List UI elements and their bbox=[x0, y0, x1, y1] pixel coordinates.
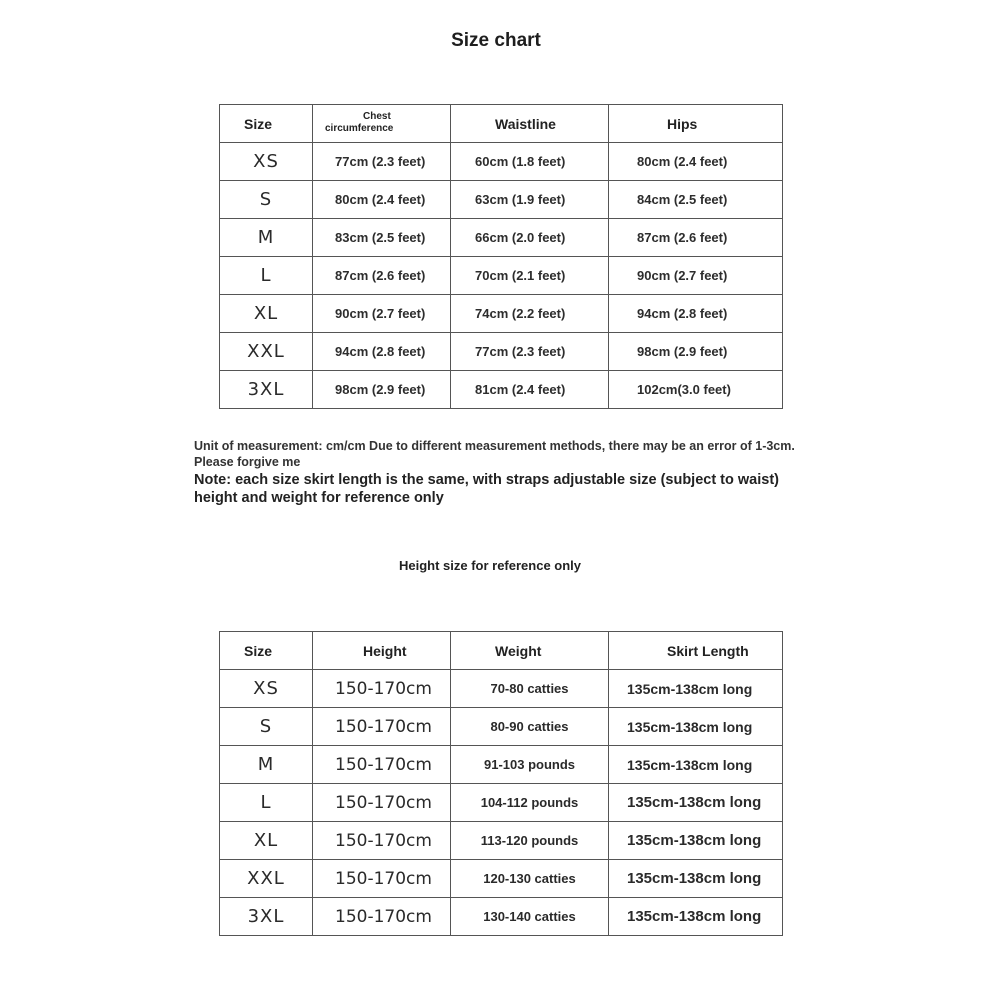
height-cell: 150-170cm bbox=[313, 708, 451, 746]
table-header-row bbox=[220, 105, 783, 143]
table-row bbox=[220, 784, 783, 822]
skirt-length-cell: 135cm-138cm long bbox=[609, 708, 783, 746]
chest-cell: 98cm (2.9 feet) bbox=[313, 371, 451, 409]
header-chest-line2: circumference bbox=[325, 123, 394, 134]
table-row bbox=[220, 860, 783, 898]
hips-cell: 90cm (2.7 feet) bbox=[609, 257, 783, 295]
chest-cell: 90cm (2.7 feet) bbox=[313, 295, 451, 333]
height-cell: 150-170cm bbox=[313, 784, 451, 822]
hips-cell: 84cm (2.5 feet) bbox=[609, 181, 783, 219]
skirt-length-cell: 135cm-138cm long bbox=[609, 746, 783, 784]
chest-cell: 77cm (2.3 feet) bbox=[313, 143, 451, 181]
chest-cell: 94cm (2.8 feet) bbox=[313, 333, 451, 371]
weight-cell: 91-103 pounds bbox=[451, 746, 609, 784]
hips-cell: 102cm(3.0 feet) bbox=[609, 371, 783, 409]
table-row bbox=[220, 333, 783, 371]
header-chest-line1: Chest bbox=[363, 111, 391, 122]
table-row bbox=[220, 670, 783, 708]
waistline-cell: 77cm (2.3 feet) bbox=[451, 333, 609, 371]
skirt-length-note: Note: each size skirt length is the same, with straps adjustable size (subject to waist) height and weight for reference only bbox=[194, 472, 779, 506]
weight-cell: 130-140 catties bbox=[451, 898, 609, 936]
skirt-length-cell: 135cm-138cm long bbox=[609, 822, 783, 860]
waistline-cell: 60cm (1.8 feet) bbox=[451, 143, 609, 181]
table-row bbox=[220, 295, 783, 333]
height-cell: 150-170cm bbox=[313, 746, 451, 784]
size-cell: XXL bbox=[220, 860, 313, 898]
header-skirt-length: Skirt Length bbox=[609, 632, 783, 670]
waistline-cell: 66cm (2.0 feet) bbox=[451, 219, 609, 257]
table-header-row bbox=[220, 632, 783, 670]
size-cell: XS bbox=[220, 670, 313, 708]
height-section-title: Height size for reference only bbox=[398, 558, 582, 573]
height-cell: 150-170cm bbox=[313, 670, 451, 708]
header-waistline: Waistline bbox=[451, 105, 609, 143]
page-title: Size chart bbox=[451, 30, 541, 51]
size-cell: L bbox=[220, 784, 313, 822]
table-row bbox=[220, 708, 783, 746]
table-row bbox=[220, 257, 783, 295]
waistline-cell: 81cm (2.4 feet) bbox=[451, 371, 609, 409]
weight-cell: 113-120 pounds bbox=[451, 822, 609, 860]
chest-cell: 87cm (2.6 feet) bbox=[313, 257, 451, 295]
skirt-length-cell: 135cm-138cm long bbox=[609, 784, 783, 822]
size-cell: S bbox=[220, 708, 313, 746]
waistline-cell: 63cm (1.9 feet) bbox=[451, 181, 609, 219]
height-cell: 150-170cm bbox=[313, 822, 451, 860]
weight-cell: 104-112 pounds bbox=[451, 784, 609, 822]
table-row bbox=[220, 822, 783, 860]
table-row bbox=[220, 143, 783, 181]
hips-cell: 94cm (2.8 feet) bbox=[609, 295, 783, 333]
measurement-note: Unit of measurement: cm/cm Due to different measurement methods, there may be an error of 1-3cm. Please forgive me bbox=[194, 439, 795, 469]
header-size: Size bbox=[220, 105, 313, 143]
size-cell: XXL bbox=[220, 333, 313, 371]
height-cell: 150-170cm bbox=[313, 898, 451, 936]
size-cell: L bbox=[220, 257, 313, 295]
size-cell: XL bbox=[220, 295, 313, 333]
table-row bbox=[220, 219, 783, 257]
size-cell: XS bbox=[220, 143, 313, 181]
hips-cell: 98cm (2.9 feet) bbox=[609, 333, 783, 371]
table-row bbox=[220, 181, 783, 219]
header-hips: Hips bbox=[609, 105, 783, 143]
weight-cell: 70-80 catties bbox=[451, 670, 609, 708]
weight-cell: 80-90 catties bbox=[451, 708, 609, 746]
table-row bbox=[220, 746, 783, 784]
size-measurement-table bbox=[219, 104, 783, 409]
height-weight-table bbox=[219, 631, 783, 936]
header-height: Height bbox=[313, 632, 451, 670]
header-weight: Weight bbox=[451, 632, 609, 670]
size-cell: 3XL bbox=[220, 371, 313, 409]
size-cell: M bbox=[220, 746, 313, 784]
skirt-length-cell: 135cm-138cm long bbox=[609, 898, 783, 936]
waistline-cell: 70cm (2.1 feet) bbox=[451, 257, 609, 295]
size-cell: S bbox=[220, 181, 313, 219]
header-size: Size bbox=[220, 632, 313, 670]
skirt-length-cell: 135cm-138cm long bbox=[609, 670, 783, 708]
hips-cell: 80cm (2.4 feet) bbox=[609, 143, 783, 181]
weight-cell: 120-130 catties bbox=[451, 860, 609, 898]
table-row bbox=[220, 371, 783, 409]
height-cell: 150-170cm bbox=[313, 860, 451, 898]
skirt-length-cell: 135cm-138cm long bbox=[609, 860, 783, 898]
table-row bbox=[220, 898, 783, 936]
hips-cell: 87cm (2.6 feet) bbox=[609, 219, 783, 257]
waistline-cell: 74cm (2.2 feet) bbox=[451, 295, 609, 333]
chest-cell: 83cm (2.5 feet) bbox=[313, 219, 451, 257]
size-cell: M bbox=[220, 219, 313, 257]
header-chest bbox=[313, 105, 451, 143]
chest-cell: 80cm (2.4 feet) bbox=[313, 181, 451, 219]
size-cell: 3XL bbox=[220, 898, 313, 936]
size-cell: XL bbox=[220, 822, 313, 860]
